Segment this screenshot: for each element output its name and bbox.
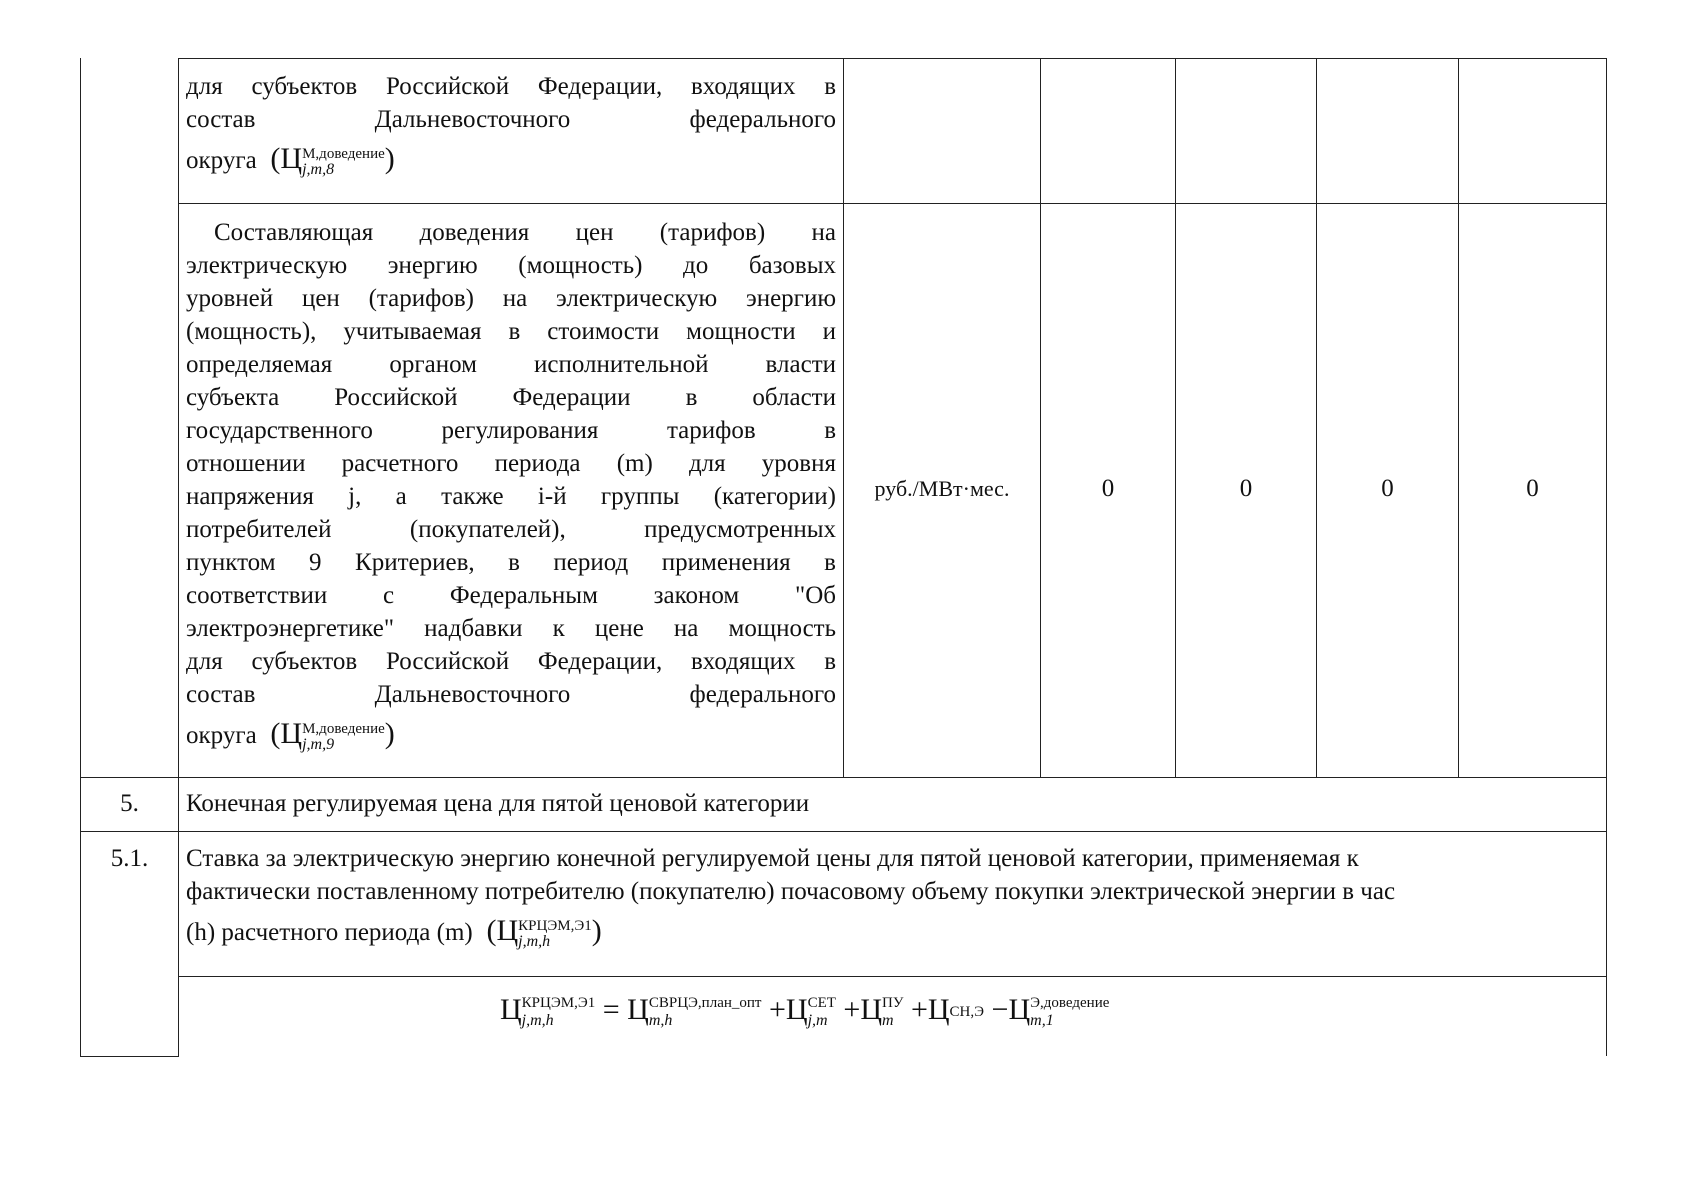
equation-term	[991, 993, 1110, 1030]
row-51-description	[186, 842, 1601, 950]
formula-line: (h) расчетного периода (m) (Ц КРЦЭМ,Э1 j,m,h )	[186, 914, 602, 951]
text-line: уровней цен (тарифов) на электрическую энергию	[186, 285, 836, 312]
text-line: округа	[186, 722, 257, 749]
formula-sup: СЕТ	[807, 995, 836, 1012]
row-b-value-1: 0	[1101, 475, 1115, 502]
equation-term	[843, 993, 904, 1030]
text-line: электроэнергетике" надбавки к цене на мощность	[186, 615, 836, 642]
equation-operator: −	[991, 993, 1009, 1026]
table-border-col2	[843, 58, 844, 778]
formula-sup: КРЦЭМ,Э1	[521, 995, 596, 1012]
equation-term	[911, 993, 984, 1026]
equation-term	[768, 993, 836, 1030]
formula-sub: m	[882, 1012, 894, 1030]
table-border-bottom-left	[80, 1056, 179, 1057]
row-a-bottom	[178, 203, 1607, 204]
text-line: отношении расчетного периода (m) для уровня	[186, 450, 836, 477]
row-b-description	[186, 216, 836, 753]
text-line: определяемая органом исполнительной власти	[186, 351, 836, 378]
formula-sup: КРЦЭМ,Э1	[518, 918, 592, 935]
text-line: (мощность), учитываемая в стоимости мощности и	[186, 318, 836, 345]
formula-base: Ц	[280, 717, 303, 750]
text-line: напряжения j, а также i-й группы (категории)	[186, 483, 836, 510]
formula-sup: ПУ	[882, 995, 904, 1012]
formula-sub: m,h	[648, 1012, 673, 1030]
formula-base: Ц	[496, 914, 519, 947]
table-border-col6	[1458, 58, 1459, 778]
text-line: пунктом 9 Критериев, в период применения в	[186, 549, 836, 576]
table-border-col4	[1175, 58, 1176, 778]
formula-sub: j,m,8	[302, 161, 335, 179]
formula-base: Ц	[860, 993, 882, 1026]
row-5-bottom	[80, 831, 1607, 832]
formula-sup: М,доведение	[302, 146, 385, 163]
equation-term	[602, 993, 762, 1030]
formula-sub: m,1	[1030, 1012, 1054, 1030]
table-border-left	[80, 58, 81, 1056]
row-b-value-3: 0	[1381, 475, 1394, 502]
table-border-col3	[1040, 58, 1041, 778]
table-border-right	[1606, 58, 1607, 1056]
formula-line: округа (Ц М,доведение j,m,9 )	[186, 717, 395, 754]
formula-base: Ц	[927, 993, 950, 1026]
text-line: состав Дальневосточного федерального	[186, 681, 836, 708]
formula-base: Ц	[500, 993, 522, 1026]
table-border-col1	[178, 58, 179, 1056]
text-line: субъекта Российской Федерации в области	[186, 384, 836, 411]
row-a-description	[186, 70, 836, 178]
formula-sub: j,m	[807, 1012, 828, 1030]
formula-sup: Э,доведение	[1030, 995, 1110, 1012]
equation-operator: =	[602, 993, 620, 1026]
text-line: для субъектов Российской Федерации, входящих в	[186, 73, 836, 100]
table-border-col5	[1316, 58, 1317, 778]
formula-sub: j,m,h	[521, 1012, 554, 1030]
equation	[500, 990, 1400, 1030]
text-line: Ставка за электрическую энергию конечной регулируемой цены для пятой ценовой категории, применяемая к	[186, 845, 1359, 872]
row-51-number: 5.1.	[110, 845, 149, 872]
text-line: электрическую энергию (мощность) до базовых	[186, 252, 836, 279]
row-5-number: 5.	[120, 790, 139, 817]
text-line: для субъектов Российской Федерации, входящих в	[186, 648, 836, 675]
text-line: соответствии с Федеральным законом "Об	[186, 582, 836, 609]
text-line: состав Дальневосточного федерального	[186, 106, 836, 133]
equation-operator: +	[768, 993, 786, 1026]
row-b-value-4: 0	[1526, 475, 1539, 502]
formula-base: Ц	[1008, 993, 1031, 1026]
formula-base: Ц	[785, 993, 808, 1026]
formula-base: Ц	[280, 142, 303, 175]
row-b-unit: руб./МВт·мес.	[874, 476, 1010, 501]
formula-sup: М,доведение	[302, 721, 385, 738]
equation-operator: +	[910, 993, 928, 1026]
formula-sup: СВРЦЭ,план_опт	[648, 995, 762, 1012]
formula-base: Ц	[627, 993, 649, 1026]
equation-operator: +	[843, 993, 861, 1026]
formula-sub: j,m,h	[518, 933, 551, 951]
table-border-top	[178, 58, 1607, 59]
row-51-bottom	[178, 976, 1607, 977]
formula-sub: j,m,9	[302, 736, 335, 754]
equation-term	[500, 993, 596, 1030]
row-b-bottom	[80, 777, 1607, 778]
text-line: потребителей (покупателей), предусмотренных	[186, 516, 836, 543]
text-line: фактически поставленному потребителю (покупателю) почасовому объему покупки электрической энергии в час	[186, 878, 1396, 905]
formula-line: округа (Ц М,доведение j,m,8 )	[186, 142, 395, 179]
text-line: государственного регулирования тарифов в	[186, 417, 836, 444]
formula-sup: СН,Э	[949, 1004, 985, 1021]
text-line: округа	[186, 147, 257, 174]
text-line: (h) расчетного периода (m)	[186, 919, 473, 946]
row-b-value-2: 0	[1239, 475, 1253, 502]
text-line: Составляющая доведения цен (тарифов) на	[214, 219, 836, 246]
row-5-title: Конечная регулируемая цена для пятой ценовой категории	[186, 790, 810, 817]
